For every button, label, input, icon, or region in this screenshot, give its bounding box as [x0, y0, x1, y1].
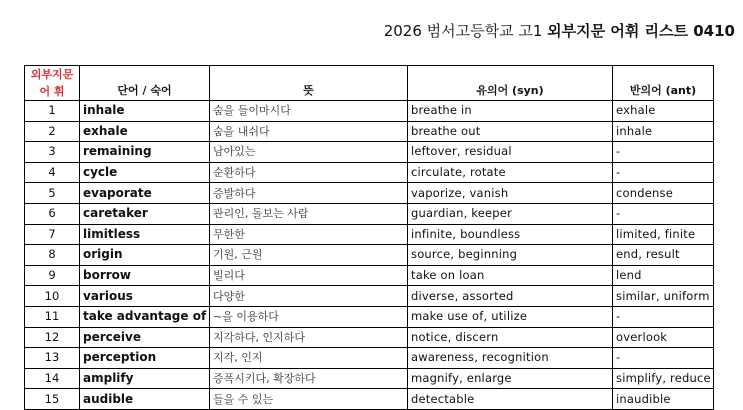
row-word: perceive — [80, 327, 210, 348]
row-antonym: simplify, reduce — [613, 368, 714, 389]
row-word: origin — [80, 245, 210, 266]
row-synonym: infinite, boundless — [408, 224, 613, 245]
table-row — [25, 286, 714, 307]
header-category — [25, 66, 80, 101]
row-word: caretaker — [80, 203, 210, 224]
table-header-row — [25, 66, 714, 101]
row-synonym: breathe out — [408, 121, 613, 142]
row-meaning: 증폭시키다, 확장하다 — [210, 368, 408, 389]
table-row — [25, 265, 714, 286]
row-number: 9 — [25, 265, 80, 286]
row-synonym: circulate, rotate — [408, 162, 613, 183]
row-word: perception — [80, 348, 210, 369]
row-synonym: notice, discern — [408, 327, 613, 348]
title-prefix: 2026 범서고등학교 고1 — [383, 22, 548, 40]
row-number: 12 — [25, 327, 80, 348]
table-row — [25, 121, 714, 142]
header-word: 단어 / 숙어 — [80, 66, 210, 101]
header-category-line2: 어 휘 — [39, 85, 65, 98]
row-number: 11 — [25, 306, 80, 327]
table-row — [25, 224, 714, 245]
table-row — [25, 203, 714, 224]
table-row — [25, 142, 714, 163]
row-synonym: leftover, residual — [408, 142, 613, 163]
row-word: cycle — [80, 162, 210, 183]
row-meaning: 증발하다 — [210, 183, 408, 204]
row-number: 8 — [25, 245, 80, 266]
row-number: 5 — [25, 183, 80, 204]
row-word: take advantage of — [80, 306, 210, 327]
row-word: amplify — [80, 368, 210, 389]
row-antonym: lend — [613, 265, 714, 286]
row-word: inhale — [80, 101, 210, 122]
row-antonym: - — [613, 203, 714, 224]
row-meaning: 관리인, 돌보는 사람 — [210, 203, 408, 224]
row-meaning: 무한한 — [210, 224, 408, 245]
row-meaning: 기원, 근원 — [210, 245, 408, 266]
row-synonym: make use of, utilize — [408, 306, 613, 327]
row-meaning: 순환하다 — [210, 162, 408, 183]
table-row — [25, 327, 714, 348]
row-number: 7 — [25, 224, 80, 245]
row-word: audible — [80, 389, 210, 410]
table-body — [25, 101, 714, 410]
row-word: borrow — [80, 265, 210, 286]
row-meaning: 숨을 내쉬다 — [210, 121, 408, 142]
header-category-line1: 외부지문 — [30, 68, 74, 81]
row-number: 14 — [25, 368, 80, 389]
row-number: 3 — [25, 142, 80, 163]
row-meaning: 빌리다 — [210, 265, 408, 286]
row-antonym: overlook — [613, 327, 714, 348]
header-ant: 반의어 (ant) — [613, 66, 714, 101]
row-number: 4 — [25, 162, 80, 183]
table-row — [25, 348, 714, 369]
row-synonym: magnify, enlarge — [408, 368, 613, 389]
row-synonym: vaporize, vanish — [408, 183, 613, 204]
row-meaning: ~을 이용하다 — [210, 306, 408, 327]
table-row — [25, 162, 714, 183]
row-number: 2 — [25, 121, 80, 142]
row-word: limitless — [80, 224, 210, 245]
header-meaning: 뜻 — [210, 66, 408, 101]
header-syn: 유의어 (syn) — [408, 66, 613, 101]
row-antonym: - — [613, 348, 714, 369]
row-synonym: guardian, keeper — [408, 203, 613, 224]
row-antonym: inhale — [613, 121, 714, 142]
table-row — [25, 245, 714, 266]
row-synonym: breathe in — [408, 101, 613, 122]
table-row — [25, 183, 714, 204]
title-main: 외부지문 어휘 리스트 0410 — [547, 22, 735, 40]
row-meaning: 지각, 인지 — [210, 348, 408, 369]
row-number: 13 — [25, 348, 80, 369]
table-row — [25, 101, 714, 122]
document-title — [384, 20, 735, 41]
row-synonym: take on loan — [408, 265, 613, 286]
row-antonym: condense — [613, 183, 714, 204]
table-row — [25, 389, 714, 410]
vocab-table — [24, 65, 714, 410]
row-word: various — [80, 286, 210, 307]
row-antonym: end, result — [613, 245, 714, 266]
row-word: remaining — [80, 142, 210, 163]
row-meaning: 들을 수 있는 — [210, 389, 408, 410]
table-row — [25, 306, 714, 327]
row-antonym: exhale — [613, 101, 714, 122]
row-word: exhale — [80, 121, 210, 142]
row-synonym: detectable — [408, 389, 613, 410]
table-row — [25, 368, 714, 389]
row-number: 10 — [25, 286, 80, 307]
row-synonym: source, beginning — [408, 245, 613, 266]
row-meaning: 남아있는 — [210, 142, 408, 163]
row-meaning: 다양한 — [210, 286, 408, 307]
row-antonym: inaudible — [613, 389, 714, 410]
row-antonym: limited, finite — [613, 224, 714, 245]
row-synonym: awareness, recognition — [408, 348, 613, 369]
row-antonym: - — [613, 306, 714, 327]
row-antonym: - — [613, 162, 714, 183]
row-number: 6 — [25, 203, 80, 224]
row-word: evaporate — [80, 183, 210, 204]
row-number: 1 — [25, 101, 80, 122]
row-synonym: diverse, assorted — [408, 286, 613, 307]
row-antonym: similar, uniform — [613, 286, 714, 307]
row-meaning: 숨을 들이마시다 — [210, 101, 408, 122]
row-meaning: 지각하다, 인지하다 — [210, 327, 408, 348]
row-antonym: - — [613, 142, 714, 163]
row-number: 15 — [25, 389, 80, 410]
